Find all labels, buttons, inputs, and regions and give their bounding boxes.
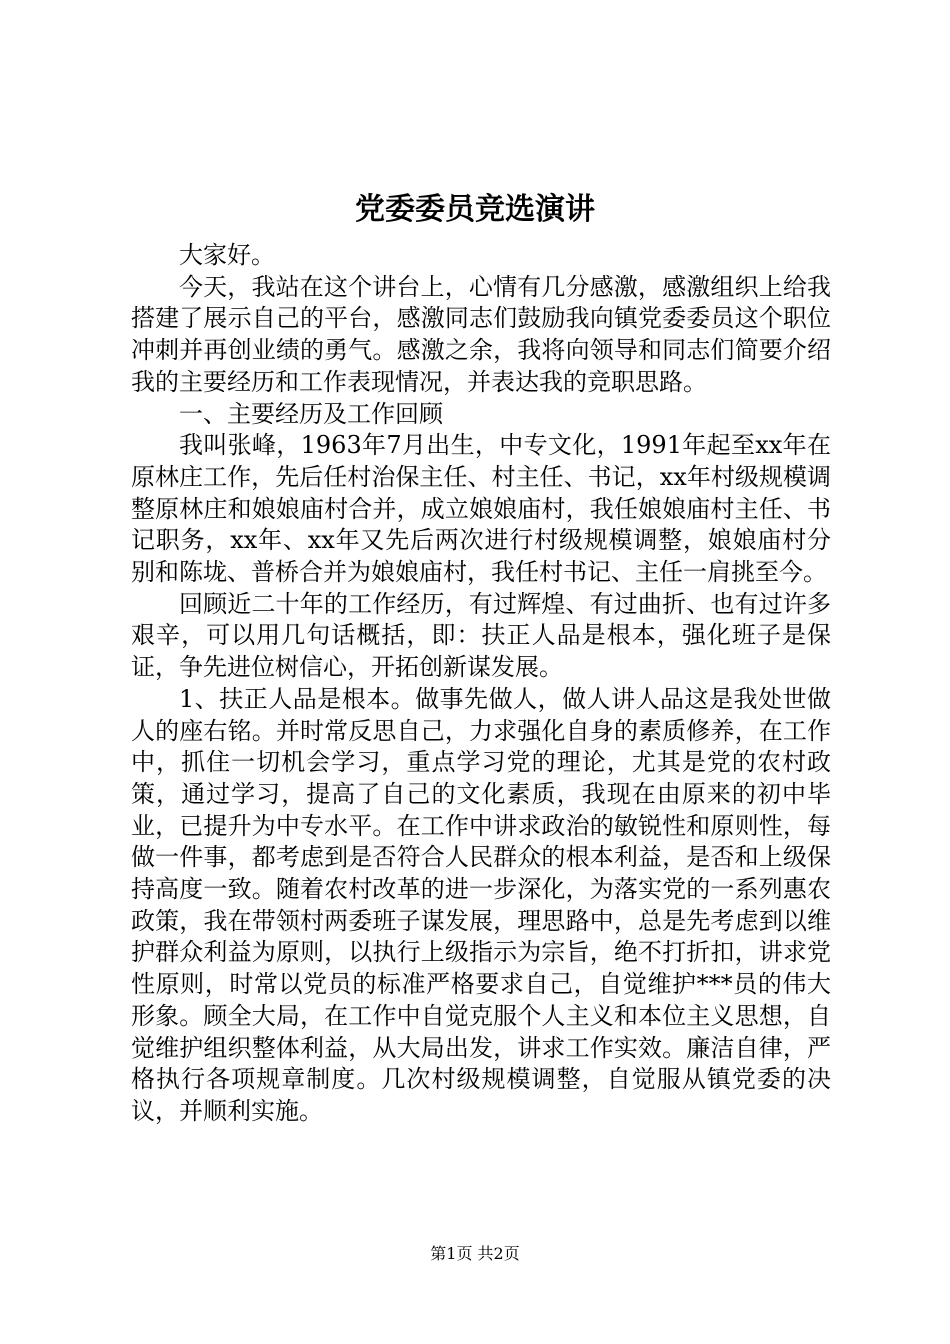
paragraph-background: 我叫张峰，1963年7月出生，中专文化，1991年起至xx年在原林庄工作，先后任村治保主任、村主任、书记，xx年村级规模调整原林庄和娘娘庙村合并，成立娘娘庙村，我任娘娘庙村主任、书记职务，xx年、xx年又先后两次进行村级规模调整，娘娘庙村分别和陈垅、普桥合并为娘娘庙村，我任村书记、主任一肩挑至今。 <box>131 431 831 587</box>
paragraph-intro: 今天，我站在这个讲台上，心情有几分感激，感激组织上给我搭建了展示自己的平台，感激同志们鼓励我向镇党委委员这个职位冲刺并再创业绩的勇气。感激之余，我将向领导和同志们简要介绍我的主要经历和工作表现情况，并表达我的竞职思路。 <box>131 272 831 396</box>
paragraph-review: 回顾近二十年的工作经历，有过辉煌、有过曲折、也有过许多艰辛，可以用几句话概括，即：扶正人品是根本，强化班子是保证，争先进位树信心，开拓创新谋发展。 <box>131 589 831 682</box>
section-heading-experience: 一、主要经历及工作回顾 <box>179 399 443 428</box>
paragraph-point-1: 1、扶正人品是根本。做事先做人，做人讲人品这是我处世做人的座右铭。并时常反思自己，力求强化自身的素质修养，在工作中，抓住一切机会学习，重点学习党的理论，尤其是党的农村政策，通过学习，提高了自己的文化素质，我现在由原来的初中毕业，已提升为中专水平。在工作中讲求政治的敏锐性和原则性，每做一件事，都考虑到是否符合人民群众的根本利益，是否和上级保持高度一致。随着农村改革的进一步深化，为落实党的一系列惠农政策，我在带领村两委班子谋发展，理思路中，总是先考虑到以维护群众利益为原则，以执行上级指示为宗旨，绝不打折扣，讲求党性原则，时常以党员的标准严格要求自己，自觉维护***员的伟大形象。顾全大局，在工作中自觉克服个人主义和本位主义思想，自觉维护组织整体利益，从大局出发，讲求工作实效。廉洁自律，严格执行各项规章制度。几次村级规模调整，自觉服从镇党委的决议，并顺利实施。 <box>131 684 831 1125</box>
page-footer: 第1页 共2页 <box>430 1244 520 1263</box>
document-title: 党委委员竞选演讲 <box>355 192 595 227</box>
paragraph-greeting: 大家好。 <box>179 241 275 269</box>
document-body <box>131 240 831 1128</box>
